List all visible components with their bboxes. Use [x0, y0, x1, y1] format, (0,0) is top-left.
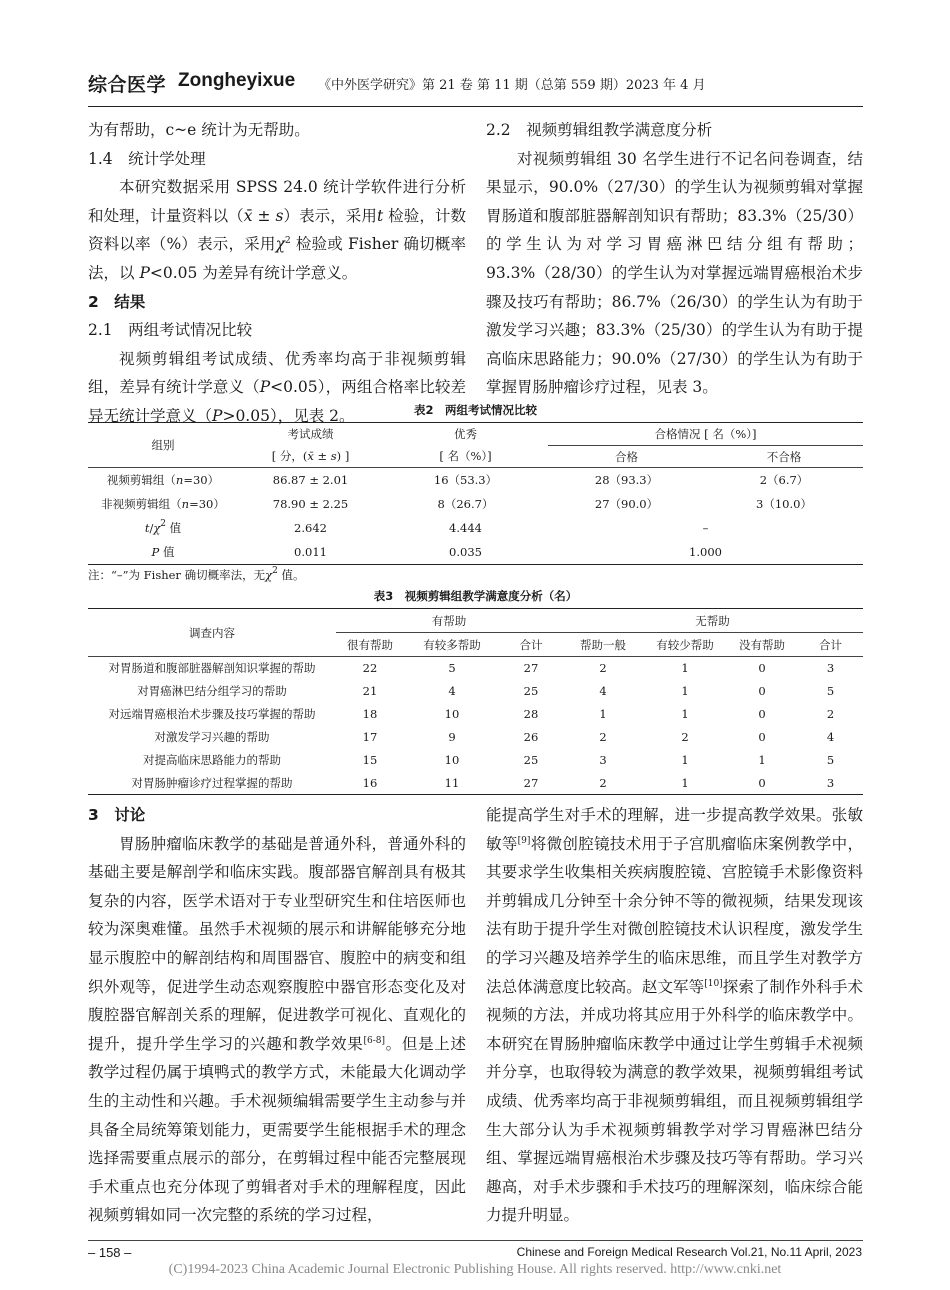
journal-citation: 《中外医学研究》第 21 卷 第 11 期（总第 559 期）2023 年 4 月: [318, 78, 706, 93]
table-cell: 4: [599, 684, 607, 698]
table3-item-label: 对胃癌淋巴结分组学习的帮助: [137, 684, 287, 698]
table-cell: 10: [444, 753, 460, 767]
table-cell: 10: [444, 707, 460, 721]
table-row: [88, 516, 863, 540]
table-row: [88, 749, 863, 772]
table-cell: 16: [362, 775, 378, 790]
table2-row2-label: 非视频剪辑组（n=30）: [101, 496, 225, 511]
table-cell: 2.642: [294, 520, 327, 535]
table-cell: 26: [523, 730, 539, 744]
table-row: [88, 468, 863, 492]
table3-subheader: 帮助一般: [580, 637, 626, 652]
footer-journal: Chinese and Foreign Medical Research Vol.21, No.11 April, 2023: [516, 1245, 862, 1259]
table2-header-excellent-unit: [ 名（%）]: [439, 449, 492, 464]
table-cell: 25: [523, 684, 539, 698]
table3-item-label: 对胃肠肿瘤诊疗过程掌握的帮助: [131, 775, 293, 790]
table2-p-label: P 值: [151, 544, 175, 559]
table-cell: 4: [826, 730, 835, 744]
table3-header-item: 调查内容: [88, 609, 336, 657]
table3-item-label: 对激发学习兴趣的帮助: [154, 730, 270, 744]
table-cell: 1.000: [689, 544, 722, 559]
table-cell: 25: [523, 753, 539, 767]
table-row: [88, 540, 863, 565]
table-cell: 2: [599, 775, 607, 790]
table2-header-group: 组别: [88, 423, 238, 468]
table3-subheader: 有较少帮助: [656, 637, 714, 652]
table-cell: 0: [758, 661, 766, 676]
table2: [88, 422, 863, 565]
table2-caption: 表2 两组考试情况比较: [413, 403, 537, 417]
table-cell: 78.90 ± 2.25: [272, 496, 349, 511]
table-cell: 16（53.3）: [433, 472, 498, 487]
table2-header-excellent: 优秀: [454, 427, 477, 442]
table-cell: 86.87 ± 2.01: [272, 472, 349, 487]
heading-2-2: 2.2 视频剪辑组教学满意度分析: [486, 121, 713, 139]
table-row: [88, 680, 863, 703]
table3-item-label: 对胃肠道和腹部脏器解剖知识掌握的帮助: [108, 661, 316, 676]
paragraph-satisfaction: 对视频剪辑组 30 名学生进行不记名问卷调查，结果显示，90.0%（27/30）的学生认为视频剪辑对掌握胃肠道和腹部脏器解剖知识有帮助；83.3%（25/30）的学生认为对学习胃癌淋巴结分组有帮助；93.3%（28/30）的学生认为对掌握远端胃癌根治术步骤及技巧有帮助；86.7%（26/30）的学生认为有助于激发学习兴趣；83.3%（25/30）的学生认为有助于提高临床思路能力；90.0%（27/30）的学生认为有助于掌握胃肠肿瘤诊疗过程，见表 3。: [486, 149, 863, 397]
header-rule: [88, 106, 863, 107]
table2-stat-label: $t/\chi^2$ 值: [144, 518, 182, 535]
citation: [6-8]: [363, 1035, 385, 1046]
table2-header-fail: 不合格: [766, 449, 802, 464]
table-cell: 0.035: [449, 544, 482, 559]
table-cell: 1: [758, 753, 766, 767]
table-cell: 3: [826, 775, 835, 790]
paragraph-continued: 为有帮助，c~e 统计为无帮助。: [88, 121, 310, 139]
table-cell: 11: [444, 775, 460, 790]
table3-subheader: 合计: [519, 637, 543, 652]
table-cell: 0: [758, 730, 766, 744]
table-cell: 27: [523, 775, 539, 790]
table-cell: 21: [362, 684, 378, 698]
table-cell: 8（26.7）: [437, 496, 494, 511]
table2-header-score: 考试成绩: [287, 427, 334, 442]
table-row: [88, 492, 863, 516]
table3-item-label: 对远端胃癌根治术步骤及技巧掌握的帮助: [108, 707, 316, 721]
heading-1-4: 1.4 统计学处理: [88, 149, 206, 168]
table-row: [88, 772, 863, 795]
table3-subheader: 很有帮助: [347, 637, 393, 652]
heading-2-1: 2.1 两组考试情况比较: [88, 321, 253, 340]
right-column-top: [486, 116, 863, 402]
table3: [88, 608, 863, 795]
section-name: 综合医学: [88, 74, 167, 96]
table-row: [88, 657, 863, 680]
table-cell: 28（93.3）: [594, 472, 659, 487]
table-cell: 1: [681, 684, 689, 698]
table-cell: 1: [681, 707, 689, 721]
table-row: [88, 726, 863, 749]
paragraph-discussion-2: 能提高学生对手术的理解，进一步提高教学效果。张敏敏等[9]将微创腔镜技术用于子宫肌瘤临床案例教学中，其要求学生收集相关疾病腹腔镜、宫腔镜手术影像资料并剪辑成几分钟至十余分钟不等的微视频，结果发现该法有助于提升学生对微创腔镜技术认识程度，激发学生的学习兴趣及培养学生的临床思维，而且学生对教学方法总体满意度比较高。赵文军等[10]探索了制作外科手术视频的方法，并成功将其应用于外科学的临床教学中。本研究在胃肠肿瘤临床教学中通过让学生剪辑手术视频并分享，也取得较为满意的教学效果，视频剪辑组考试成绩、优秀率均高于非视频剪辑组，而且视频剪辑组学生大部分认为手术视频剪辑教学对学习胃癌淋巴结分组、掌握远端胃癌根治术步骤及技巧等有帮助。学习兴趣高，对手术步骤和手术技巧的理解深刻，临床综合能力提升明显。: [486, 806, 863, 1225]
table2-row1-label: 视频剪辑组（n=30）: [106, 472, 220, 487]
left-column-discussion: [88, 801, 466, 1230]
table-cell: 28: [523, 707, 539, 721]
table3-header-helpful: 有帮助: [336, 609, 562, 633]
table3-caption: 表3 视频剪辑组教学满意度分析（名）: [373, 589, 578, 603]
table-cell: 0: [758, 775, 766, 790]
table-cell: 2: [826, 707, 835, 721]
table-cell: 27（90.0）: [594, 496, 659, 511]
table2-note: 注：“–”为 Fisher 确切概率法，无$\chi^2$ 值。: [88, 566, 305, 582]
table-cell: –: [702, 520, 709, 535]
table-cell: 2: [599, 661, 607, 676]
table-cell: 3（10.0）: [756, 496, 812, 511]
table-cell: 2: [681, 730, 689, 744]
citation: [10]: [704, 978, 723, 989]
table3-subheader: 合计: [819, 637, 842, 652]
table3-header-nohelp: 无帮助: [562, 609, 863, 633]
table-cell: 1: [599, 707, 607, 721]
heading-2-results: 2 结果: [88, 292, 146, 311]
table-cell: 0.011: [294, 544, 327, 559]
table-cell: 18: [362, 707, 378, 721]
table-cell: 5: [826, 753, 835, 767]
right-column-discussion: [486, 801, 863, 1230]
table-cell: 5: [826, 684, 835, 698]
table-cell: 1: [681, 753, 689, 767]
table-cell: 4: [448, 684, 456, 698]
table-row: [88, 703, 863, 726]
table-cell: 9: [448, 730, 456, 744]
paragraph-statistics: 本研究数据采用 SPSS 24.0 统计学软件进行分析和处理，计量资料以（x̄ ± s）表示，采用t 检验，计数资料以率（%）表示，采用$\chi^2$ 检验或 Fisher 确切概率法，以 P<0.05 为差异有统计学意义。: [88, 178, 466, 282]
table3-subheader: 没有帮助: [739, 637, 785, 652]
table2-header-pass: 合格: [615, 449, 638, 464]
table-cell: 15: [362, 753, 378, 767]
left-column-top: [88, 116, 466, 431]
running-header: [88, 70, 863, 104]
heading-3-discussion: 3 讨论: [88, 806, 146, 824]
page-number: – 158 –: [88, 1245, 132, 1260]
table-cell: 5: [448, 661, 456, 676]
table-cell: 1: [681, 775, 689, 790]
table3-subheader: 有较多帮助: [423, 637, 481, 652]
table-cell: 1: [681, 661, 689, 676]
table-cell: 3: [599, 753, 607, 767]
table-cell: 2: [599, 730, 607, 744]
table-cell: 22: [362, 661, 378, 676]
table-cell: 0: [758, 684, 766, 698]
paragraph-exam-compare: 视频剪辑组考试成绩、优秀率均高于非视频剪辑组，差异有统计学意义（P<0.05），两组合格率比较差异无统计学意义（P>0.05），见表 2。: [88, 349, 466, 425]
table2-header-score-unit: [ 分，(x̄ ± s) ]: [271, 449, 350, 464]
table-cell: 0: [758, 707, 766, 721]
paragraph-discussion-1: 胃肠肿瘤临床教学的基础是普通外科，普通外科的基础主要是解剖学和临床实践。腹部器官解剖具有极其复杂的内容，医学术语对于专业型研究生和住培医师也较为深奥难懂。虽然手术视频的展示和讲解能够充分地显示腹腔中的解剖结构和周围器官、腹腔中的病变和组织外观等，促进学生动态观察腹腔中器官形态变化及对腹腔器官解剖关系的理解，促进教学可视化、直观化的提升，提升学生学习的兴趣和教学效果[6-8]。但是上述教学过程仍属于填鸭式的教学方式，未能最大化调动学生的主动性和兴趣。手术视频编辑需要学生主动参与并具备全局统筹策划能力，更需要学生能根据手术的理念选择需要重点展示的部分，在剪辑过程中能否完整展现手术重点也充分体现了剪辑者对手术的理解程度，因此视频剪辑如同一次完整的系统的学习过程，: [88, 834, 466, 1225]
footer-rule: [88, 1240, 863, 1241]
table2-header-pass-group: 合格情况 [ 名（%）]: [548, 423, 863, 446]
section-pinyin: Zongheyixue: [178, 70, 296, 91]
citation: [9]: [517, 835, 531, 846]
table-cell: 27: [523, 661, 539, 676]
table-cell: 4.444: [449, 520, 482, 535]
copyright-watermark: (C)1994-2023 China Academic Journal Electronic Publishing House. All rights reserved. http://www.cnki.net: [168, 1262, 782, 1277]
table-cell: 17: [362, 730, 378, 744]
table-cell: 3: [826, 661, 835, 676]
table-cell: 2（6.7）: [759, 472, 809, 487]
table3-item-label: 对提高临床思路能力的帮助: [143, 753, 281, 767]
